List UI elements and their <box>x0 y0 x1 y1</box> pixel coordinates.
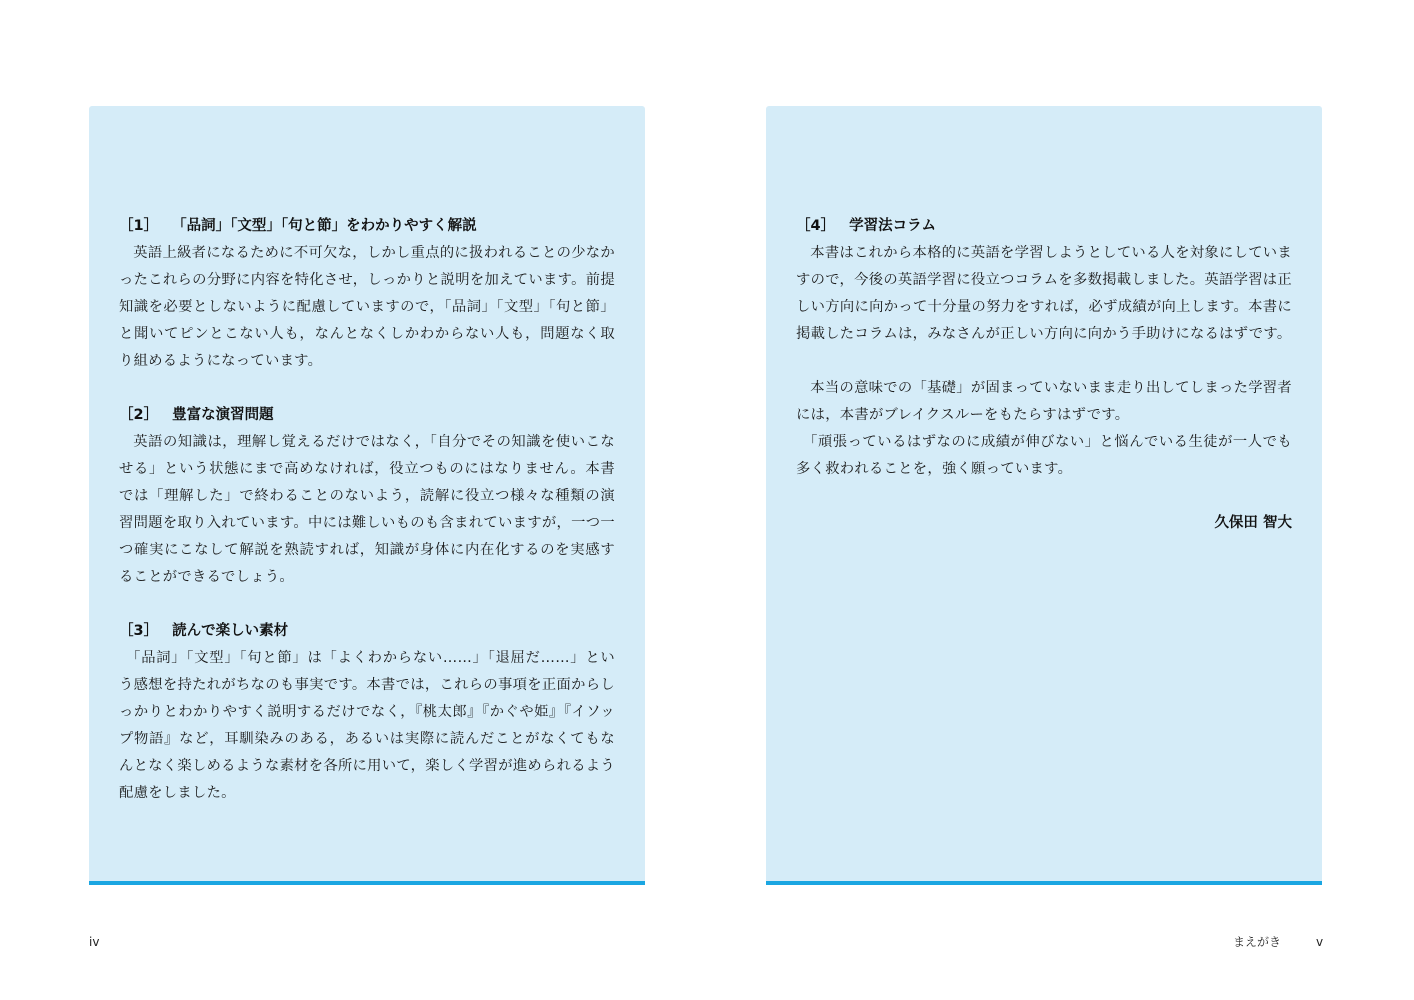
section-heading-2 <box>119 402 615 429</box>
section-body-1: 英語上級者になるために不可欠な，しかし重点的に扱われることの少なかったこれらの分野に内容を特化させ，しっかりと説明を加えています。前提知識を必要としないように配慮していますので，「品詞」「文型」「句と節」と聞いてピンとこない人も，なんとなくしかわからない人も，問題なく取り組めるようになっています。 <box>119 245 615 369</box>
section-number-4: ［4］ <box>796 218 836 234</box>
right-page-content <box>796 213 1292 537</box>
page-number-right: v <box>1316 935 1324 949</box>
closing-paragraph-2: 「頑張っているはずなのに成績が伸びない」と悩んでいる生徒が一人でも多く救われることを，強く願っています。 <box>796 434 1292 477</box>
section-heading-4 <box>796 213 1292 240</box>
section-body-3: 「品詞」「文型」「句と節」は「よくわからない……」「退屈だ……」という感想を持たれがちなのも事実です。本書では，これらの事項を正面からしっかりとわかりやすく説明するだけでなく，『桃太郎』『かぐや姫』『イソップ物語』など，耳馴染みのある，あるいは実際に読んだことがなくてもなんとなく楽しめるような素材を各所に用いて，楽しく学習が進められるよう配慮をしました。 <box>119 650 616 801</box>
running-head: まえがき <box>1233 935 1282 949</box>
section-heading-3 <box>119 618 615 645</box>
section-title-4: 学習法コラム <box>849 218 936 234</box>
section-number-3: ［3］ <box>119 623 159 639</box>
right-page-panel <box>766 106 1322 885</box>
page-number-left: iv <box>89 935 100 949</box>
section-body-4: 本書はこれから本格的に英語を学習しようとしている人を対象にしていますので，今後の英語学習に役立つコラムを多数掲載しました。英語学習は正しい方向に向かって十分量の努力をすれば，必ず成績が向上します。本書に掲載したコラムは，みなさんが正しい方向に向かう手助けになるはずです。 <box>796 245 1292 342</box>
left-page-content <box>119 213 615 807</box>
section-number-1: ［1］ <box>119 218 159 234</box>
section-title-3: 読んで楽しい素材 <box>172 623 289 639</box>
section-body-2: 英語の知識は，理解し覚えるだけではなく，「自分でその知識を使いこなせる」という状態にまで高めなければ，役立つものにはなりません。本書では「理解した」で終わることのないよう，読解に役立つ様々な種類の演習問題を取り入れています。中には難しいものも含まれていますが，一つ一つ確実にこなして解説を熟読すれば，知識が身体に内在化するのを実感することができるでしょう。 <box>119 434 615 585</box>
author-signature: 久保田 智大 <box>1214 515 1292 531</box>
left-page-panel <box>89 106 645 885</box>
section-heading-1 <box>119 213 615 240</box>
section-title-2: 豊富な演習問題 <box>172 407 274 423</box>
section-title-1: 「品詞」「文型」「句と節」をわかりやすく解説 <box>172 218 477 234</box>
section-number-2: ［2］ <box>119 407 159 423</box>
closing-paragraph-1: 本当の意味での「基礎」が固まっていないまま走り出してしまった学習者には，本書がブレイクスルーをもたらすはずです。 <box>796 380 1292 423</box>
